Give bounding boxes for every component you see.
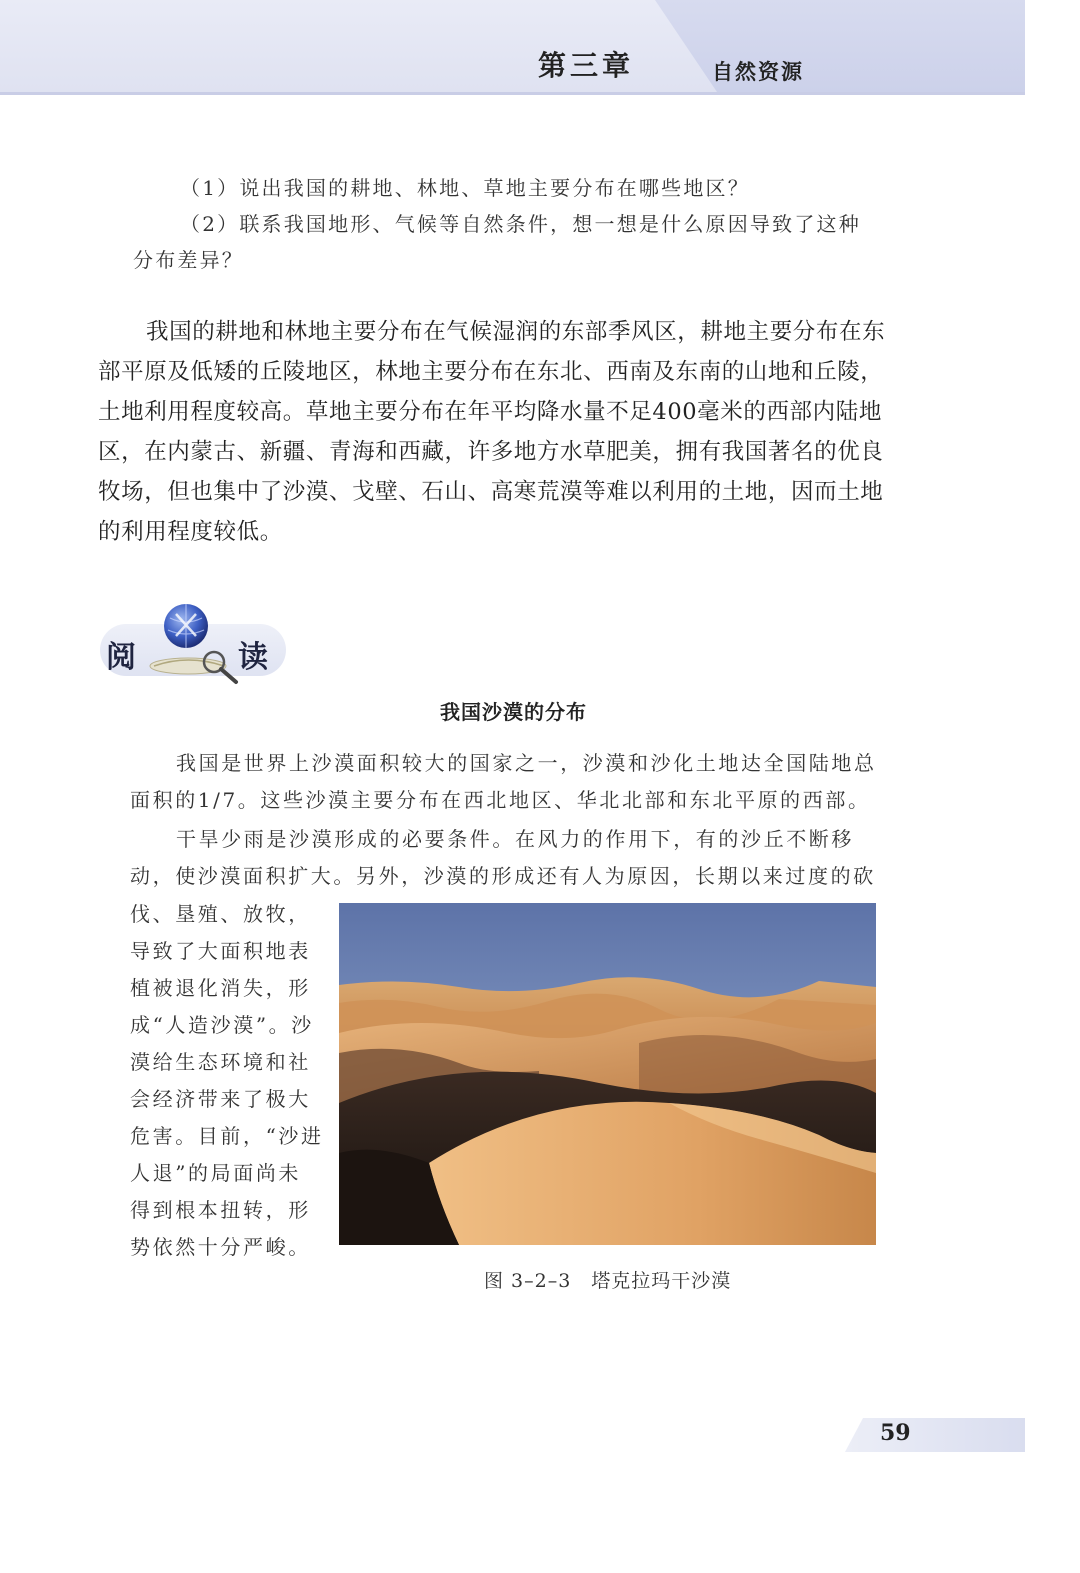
page-number: 59	[880, 1420, 911, 1446]
chapter-tab	[655, 0, 1025, 92]
globe-magnifier-icon	[140, 596, 250, 688]
side-line: 得到根本扭转，形	[130, 1198, 311, 1222]
reading-line: 我国是世界上沙漠面积较大的国家之一，沙漠和沙化土地达全国陆地总	[176, 751, 877, 775]
side-line: 成“人造沙漠”。沙	[130, 1013, 314, 1037]
body-line: 土地利用程度较高。草地主要分布在年平均降水量不足400毫米的西部内陆地	[98, 399, 882, 425]
side-line: 会经济带来了极大	[130, 1087, 311, 1111]
side-line: 导致了大面积地表	[130, 939, 311, 963]
body-line: 部平原及低矮的丘陵地区，林地主要分布在东北、西南及东南的山地和丘陵，	[98, 359, 884, 385]
badge-char-left: 阅	[106, 640, 136, 675]
side-line: 人退”的局面尚未	[130, 1161, 302, 1185]
page-number-band	[845, 1418, 1025, 1452]
question-1: （1）说出我国的耕地、林地、草地主要分布在哪些地区？	[180, 176, 750, 200]
desert-photo	[339, 903, 876, 1245]
body-line: 我国的耕地和林地主要分布在气候湿润的东部季风区，耕地主要分布在东	[146, 319, 886, 345]
side-line: 势依然十分严峻。	[130, 1235, 311, 1259]
side-line: 漠给生态环境和社	[130, 1050, 311, 1074]
question-2-continued: 分布差异？	[133, 248, 244, 272]
side-line: 危害。目前，“沙进	[130, 1124, 324, 1148]
reading-line: 干旱少雨是沙漠形成的必要条件。在风力的作用下，有的沙丘不断移	[176, 827, 854, 851]
body-line: 牧场，但也集中了沙漠、戈壁、石山、高寒荒漠等难以利用的土地，因而土地	[98, 479, 884, 505]
reading-line: 动，使沙漠面积扩大。另外，沙漠的形成还有人为原因，长期以来过度的砍	[130, 864, 876, 888]
side-line: 伐、垦殖、放牧，	[130, 902, 311, 926]
question-2: （2）联系我国地形、气候等自然条件，想一想是什么原因导致了这种	[180, 212, 861, 236]
header-divider	[0, 92, 1025, 95]
reading-line: 面积的1/7。这些沙漠主要分布在西北地区、华北北部和东北平原的西部。	[130, 788, 871, 812]
figure-caption: 图 3–2–3 塔克拉玛干沙漠	[484, 1270, 732, 1292]
chapter-subtitle: 自然资源	[712, 60, 804, 84]
badge-char-right: 读	[238, 640, 268, 675]
side-line: 植被退化消失，形	[130, 976, 311, 1000]
reading-title: 我国沙漠的分布	[440, 700, 587, 724]
body-line: 的利用程度较低。	[98, 519, 283, 545]
body-line: 区，在内蒙古、新疆、青海和西藏，许多地方水草肥美，拥有我国著名的优良	[98, 439, 884, 465]
chapter-label: 第三章	[538, 49, 635, 82]
